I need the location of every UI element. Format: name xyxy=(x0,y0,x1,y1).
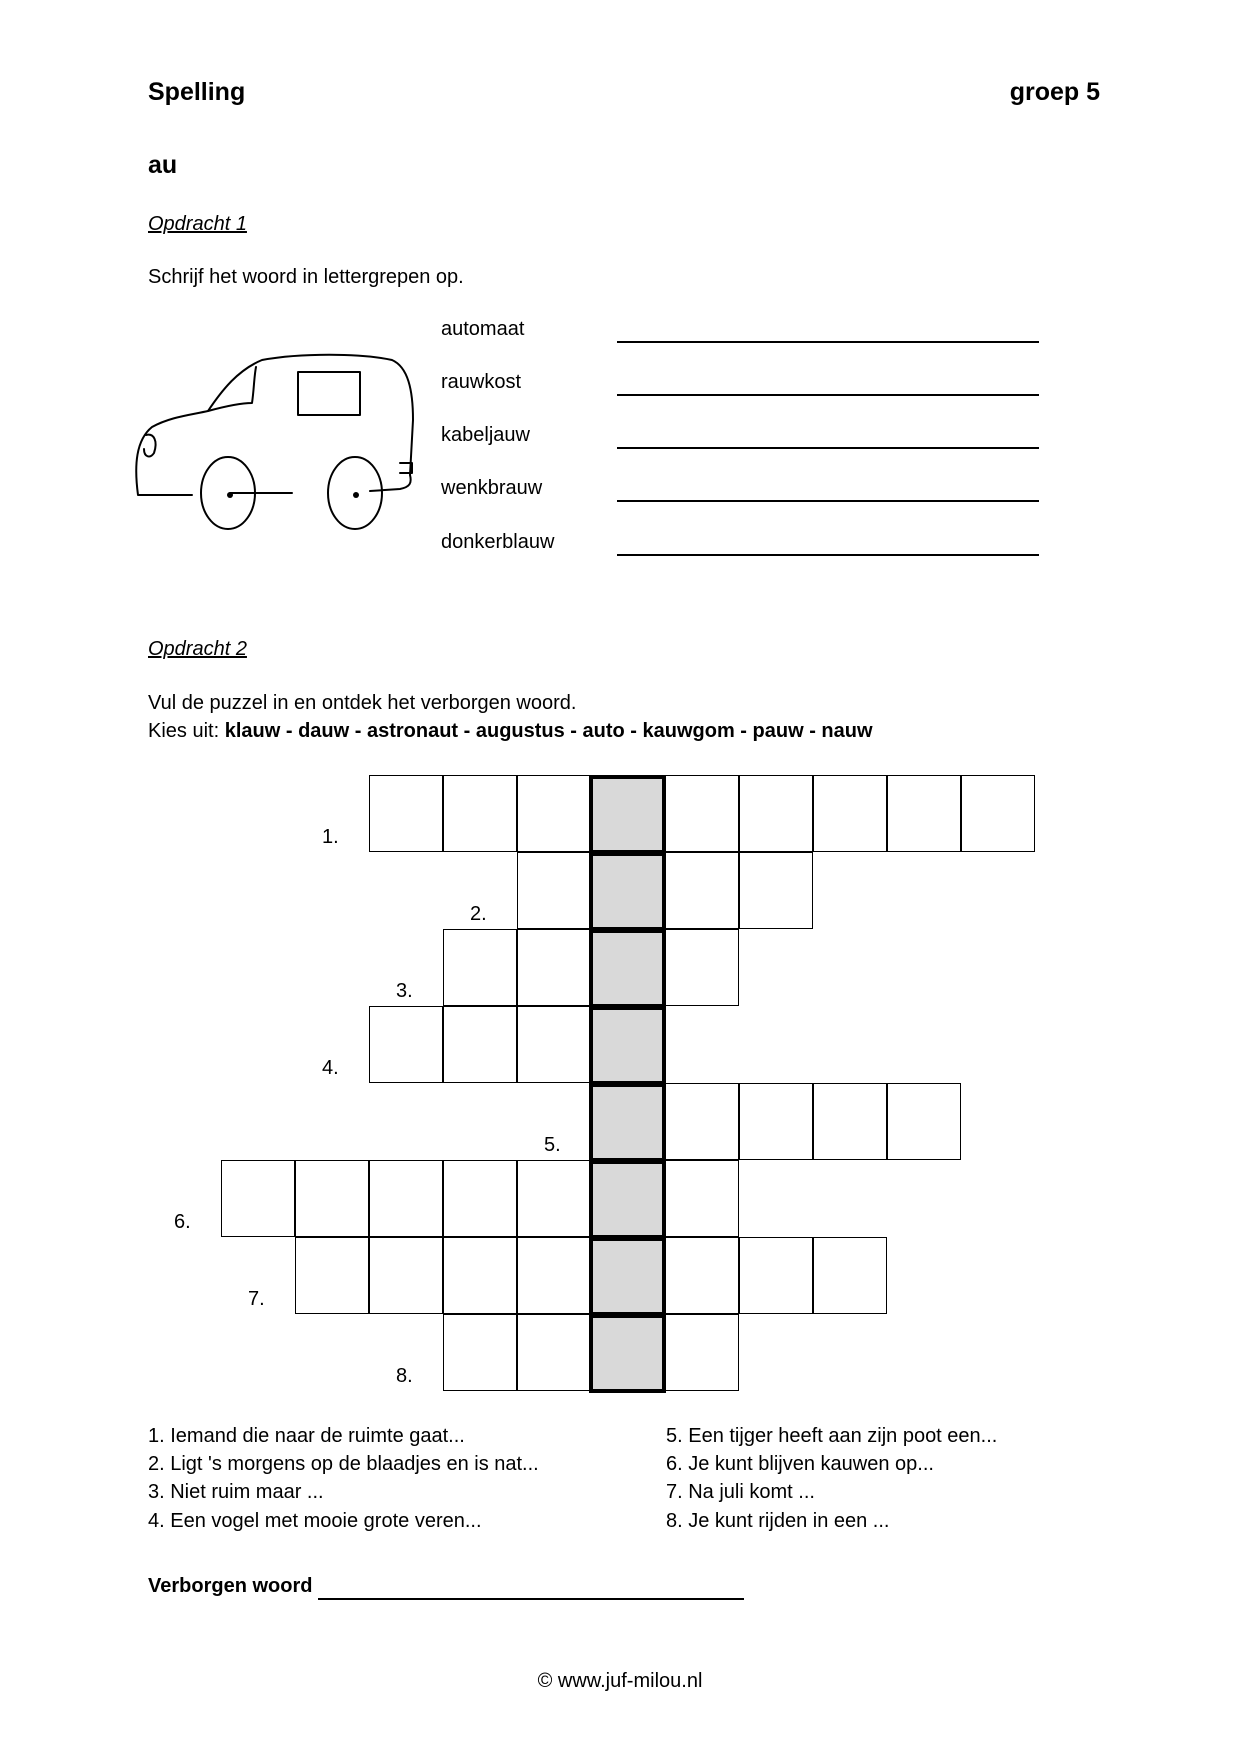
clue-1: 1. Iemand die naar de ruimte gaat... xyxy=(148,1425,465,1447)
choose-prefix: Kies uit: xyxy=(148,720,220,742)
crossword-cell[interactable] xyxy=(517,1006,591,1083)
crossword-cell[interactable] xyxy=(369,1160,443,1237)
solution-cell[interactable] xyxy=(589,775,666,854)
crossword-cell[interactable] xyxy=(517,1237,591,1314)
clue-8: 8. Je kunt rijden in een ... xyxy=(666,1510,890,1532)
answer-line-5[interactable] xyxy=(617,554,1039,556)
crossword-cell[interactable] xyxy=(887,775,961,852)
topic-heading: au xyxy=(148,151,178,179)
crossword-cell[interactable] xyxy=(517,1314,591,1391)
clue-4: 4. Een vogel met mooie grote veren... xyxy=(148,1510,482,1532)
assignment-2-title: Opdracht 2 xyxy=(148,638,247,660)
solution-cell[interactable] xyxy=(589,1237,666,1316)
word-rauwkost: rauwkost xyxy=(441,371,522,393)
word-automaat: automaat xyxy=(441,318,525,340)
word-wenkbrauw: wenkbrauw xyxy=(441,477,543,499)
row-number: 1. xyxy=(322,826,339,848)
answer-line-4[interactable] xyxy=(617,500,1039,502)
crossword-cell[interactable] xyxy=(369,1237,443,1314)
solution-cell[interactable] xyxy=(589,1314,666,1393)
clue-7: 7. Na juli komt ... xyxy=(666,1481,815,1503)
solution-cell[interactable] xyxy=(589,852,666,931)
crossword-cell[interactable] xyxy=(739,775,813,852)
crossword-cell[interactable] xyxy=(665,1083,739,1160)
crossword-cell[interactable] xyxy=(517,1160,591,1237)
assignment-1-title: Opdracht 1 xyxy=(148,213,247,235)
crossword-cell[interactable] xyxy=(665,1160,739,1237)
group-label: groep 5 xyxy=(1009,78,1100,106)
row-number: 2. xyxy=(470,903,487,925)
clue-5: 5. Een tijger heeft aan zijn poot een... xyxy=(666,1425,998,1447)
crossword-cell[interactable] xyxy=(665,852,739,929)
crossword-cell[interactable] xyxy=(813,775,887,852)
row-number: 6. xyxy=(174,1211,191,1233)
word-donkerblauw: donkerblauw xyxy=(441,531,555,553)
crossword-cell[interactable] xyxy=(295,1160,369,1237)
crossword-cell[interactable] xyxy=(443,1314,517,1391)
crossword-cell[interactable] xyxy=(739,1237,813,1314)
crossword-cell[interactable] xyxy=(739,1083,813,1160)
clue-3: 3. Niet ruim maar ... xyxy=(148,1481,324,1503)
row-number: 4. xyxy=(322,1057,339,1079)
answer-line-3[interactable] xyxy=(617,447,1039,449)
solution-cell[interactable] xyxy=(589,1083,666,1162)
choose-words: klauw - dauw - astronaut - augustus - auto - kauwgom - pauw - nauw xyxy=(224,720,873,742)
crossword-cell[interactable] xyxy=(221,1160,295,1237)
answer-line-1[interactable] xyxy=(617,341,1039,343)
crossword-cell[interactable] xyxy=(443,1237,517,1314)
word-kabeljauw: kabeljauw xyxy=(441,424,530,446)
row-number: 7. xyxy=(248,1288,265,1310)
crossword-cell[interactable] xyxy=(813,1083,887,1160)
footer-copyright: © www.juf-milou.nl xyxy=(537,1670,703,1692)
row-number: 8. xyxy=(396,1365,413,1387)
crossword-cell[interactable] xyxy=(295,1237,369,1314)
crossword-cell[interactable] xyxy=(665,1237,739,1314)
crossword-cell[interactable] xyxy=(813,1237,887,1314)
crossword-cell[interactable] xyxy=(517,929,591,1006)
solution-cell[interactable] xyxy=(589,1006,666,1085)
solution-cell[interactable] xyxy=(589,929,666,1008)
crossword-cell[interactable] xyxy=(443,775,517,852)
clue-6: 6. Je kunt blijven kauwen op... xyxy=(666,1453,934,1475)
row-number: 5. xyxy=(544,1134,561,1156)
crossword-cell[interactable] xyxy=(517,852,591,929)
crossword-cell[interactable] xyxy=(665,1314,739,1391)
crossword-cell[interactable] xyxy=(369,775,443,852)
car-drawing-icon xyxy=(130,345,420,540)
crossword-cell[interactable] xyxy=(739,852,813,929)
assignment-2-instruction: Vul de puzzel in en ontdek het verborgen woord. xyxy=(148,692,577,714)
assignment-1-instruction: Schrijf het woord in lettergrepen op. xyxy=(148,266,464,288)
answer-line-2[interactable] xyxy=(617,394,1039,396)
crossword-cell[interactable] xyxy=(443,1160,517,1237)
crossword-cell[interactable] xyxy=(369,1006,443,1083)
crossword-cell[interactable] xyxy=(443,929,517,1006)
subject-title: Spelling xyxy=(148,78,246,106)
solution-cell[interactable] xyxy=(589,1160,666,1239)
hidden-word-answer-line[interactable] xyxy=(318,1598,744,1600)
crossword-cell[interactable] xyxy=(517,775,591,852)
crossword-cell[interactable] xyxy=(665,775,739,852)
row-number: 3. xyxy=(396,980,413,1002)
hidden-word-label: Verborgen woord xyxy=(148,1575,313,1597)
crossword-cell[interactable] xyxy=(887,1083,961,1160)
crossword-cell[interactable] xyxy=(443,1006,517,1083)
crossword-cell[interactable] xyxy=(665,929,739,1006)
word-choices xyxy=(148,720,873,743)
clue-2: 2. Ligt 's morgens op de blaadjes en is nat... xyxy=(148,1453,539,1475)
crossword-cell[interactable] xyxy=(961,775,1035,852)
